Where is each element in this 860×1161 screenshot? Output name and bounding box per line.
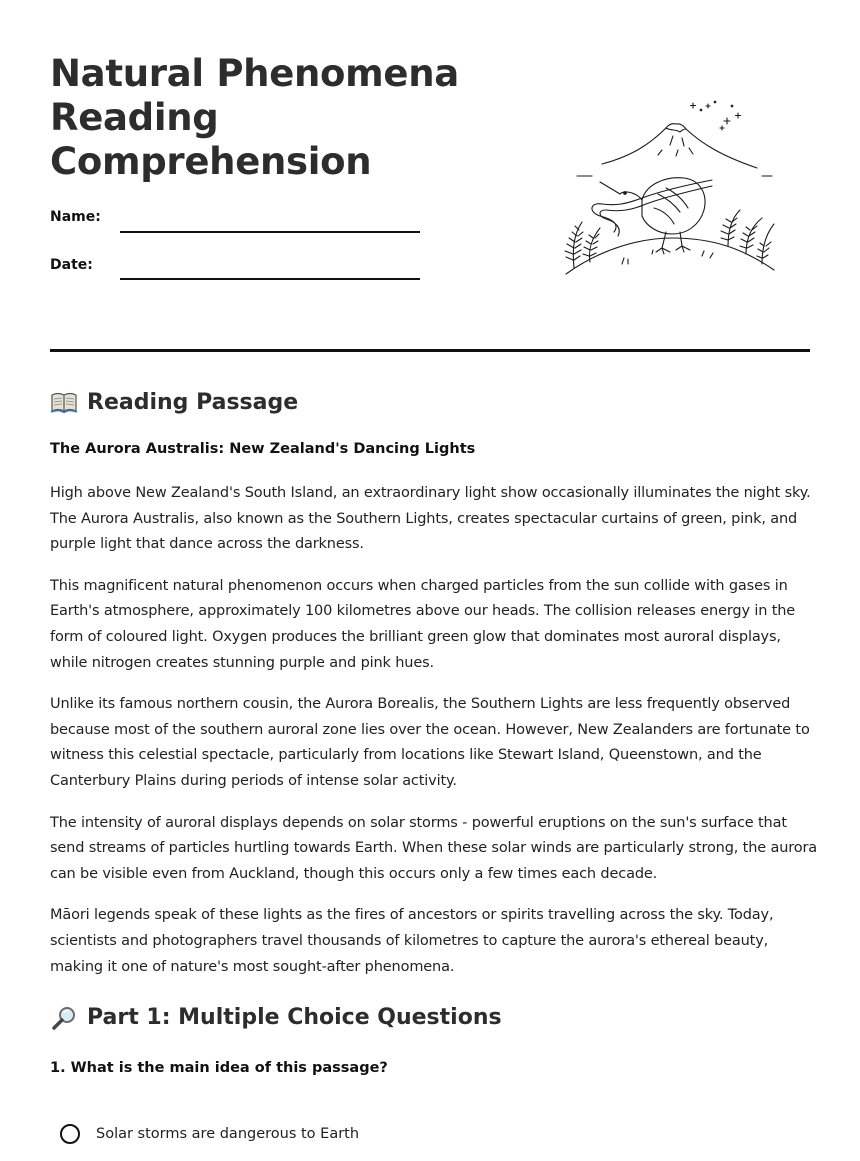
hill-icon [566,238,774,274]
passage-paragraph: Unlike its famous northern cousin, the Aurora Borealis, the Southern Lights are less frequently observed because most of the southern auroral zone lies over the ocean. However, New Zealanders are fortunate to witness this celestial spectacle, particularly from locations like Stewart Island, Queenstown, and the Canterbury Plains during periods of intense solar activity. [50,696,810,789]
name-field[interactable] [120,231,420,233]
passage-paragraph: The intensity of auroral displays depends on solar storms - powerful eruptions on the sun's surface that send streams of particles hurtling towards Earth. When these solar winds are particularly strong, the aurora can be visible even from Auckland, though this occurs only a few times each decade. [50,814,818,882]
part1-heading [50,1005,502,1030]
kiwi-bird-icon [600,178,705,254]
fern-icons [565,210,774,268]
passage-paragraph: High above New Zealand's South Island, an extraordinary light show occasionally illuminates the night sky. The Aurora Australis, also known as the Southern Lights, creates spectacular curtains of green, pink, and purple light that dance across the darkness. [50,485,811,553]
title-line-2: Reading [50,96,219,139]
open-book-icon [50,391,78,415]
title-line-1: Natural Phenomena [50,52,459,95]
passage-paragraph: This magnificent natural phenomenon occurs when charged particles from the sun collide with gases in Earth's atmosphere, approximately 100 kilometres above our heads. The collision releases energy in the form of coloured light. Oxygen produces the brilliant green glow that dominates most auroral displays, while nitrogen creates stunning purple and pink hues. [50,577,796,671]
reading-passage-heading [50,390,298,415]
magnifying-glass-icon [50,1006,78,1030]
header-divider [50,349,810,352]
passage-paragraph: Māori legends speak of these lights as the fires of ancestors or spirits travelling across the sky. Today, scientists and photographers travel thousands of kilometres to capture the aurora's ethereal beauty, making it one of nature's most sought-after phenomena. [50,907,774,975]
name-label: Name: [50,209,101,225]
worksheet-title [50,52,480,184]
passage-title: The Aurora Australis: New Zealand's Dancing Lights [50,441,476,457]
reading-passage [50,481,820,996]
question-1-option-a[interactable] [60,1124,359,1144]
date-label: Date: [50,257,93,273]
kiwi-illustration-icon [562,98,778,280]
date-field[interactable] [120,278,420,280]
reading-heading-text: Reading Passage [87,390,299,415]
title-line-3: Comprehension [50,140,372,183]
question-1-text: 1. What is the main idea of this passage? [50,1060,388,1076]
volcano-icon [577,124,772,176]
part1-heading-text: Part 1: Multiple Choice Questions [87,1005,502,1030]
radio-button[interactable] [60,1124,80,1144]
option-label: Solar storms are dangerous to Earth [96,1126,360,1142]
star-icons [691,101,741,130]
